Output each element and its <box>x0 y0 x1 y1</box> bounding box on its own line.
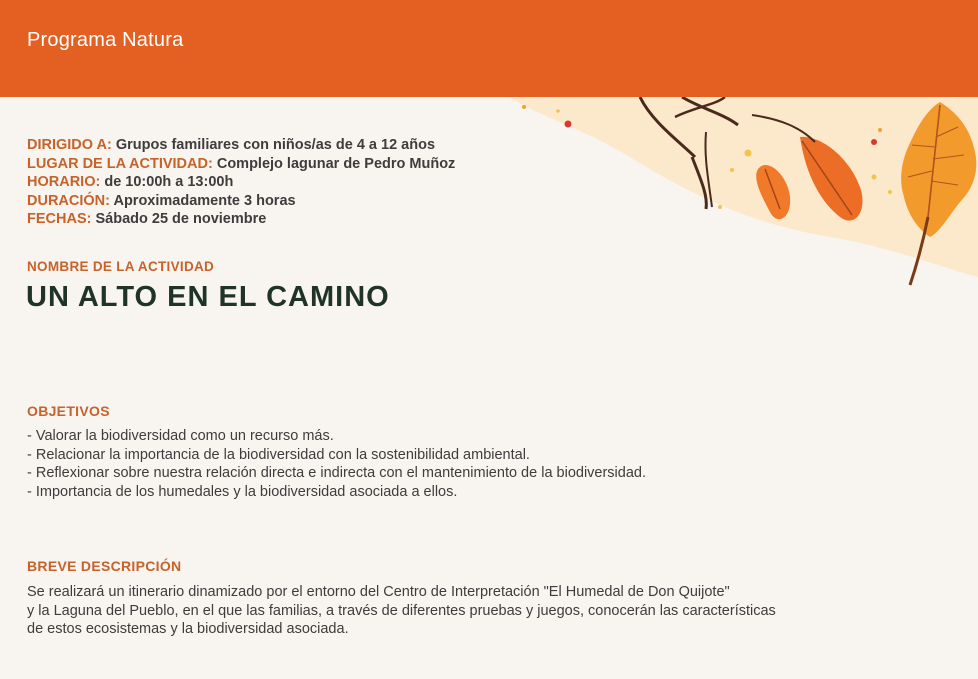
info-row-dirigido <box>27 136 455 155</box>
activity-title: UN ALTO EN EL CAMINO <box>26 281 390 313</box>
activity-info <box>27 136 455 229</box>
objectives-list <box>27 427 646 501</box>
objective-item: - Reflexionar sobre nuestra relación directa e indirecta con el mantenimiento de la biodiversidad. <box>27 465 647 482</box>
description-line: Se realizará un itinerario dinamizado por el entorno del Centro de Interpretación "El Humedal de Don Quijote" <box>27 584 730 600</box>
info-label: DIRIGIDO A: <box>27 137 112 153</box>
info-value: Complejo lagunar de Pedro Muñoz <box>216 155 456 172</box>
info-label: LUGAR DE LA ACTIVIDAD: <box>27 155 213 172</box>
info-label: DURACIÓN: <box>27 192 110 209</box>
info-value: de 10:00h a 13:00h <box>104 174 234 191</box>
info-value: Grupos familiares con niños/as de 4 a 12 años <box>115 137 436 153</box>
page-header <box>0 0 978 97</box>
objective-item: - Valorar la biodiversidad como un recurso más. <box>27 428 334 444</box>
objective-item: - Relacionar la importancia de la biodiversidad con la sostenibilidad ambiental. <box>27 446 530 463</box>
program-title: Programa Natura <box>27 29 184 51</box>
autumn-leaves-decoration <box>470 97 978 297</box>
objective-item: - Importancia de los humedales y la biodiversidad asociada a ellos. <box>27 483 458 500</box>
description-line: de estos ecosistemas y la biodiversidad asociada. <box>27 621 349 638</box>
description-line: y la Laguna del Pueblo, en el que las familias, a través de diferentes pruebas y juegos, conocerán las características <box>27 602 776 619</box>
info-value: Aproximadamente 3 horas <box>113 192 296 209</box>
info-label: FECHAS: <box>27 211 92 228</box>
description-text <box>27 583 927 639</box>
info-row-fechas <box>27 210 455 229</box>
objectives-heading: OBJETIVOS <box>27 403 110 419</box>
info-label: HORARIO: <box>27 174 101 191</box>
description-heading: BREVE DESCRIPCIÓN <box>27 558 182 574</box>
info-row-horario <box>27 173 455 192</box>
info-row-duracion <box>27 192 455 211</box>
activity-name-label: NOMBRE DE LA ACTIVIDAD <box>27 259 215 274</box>
info-value: Sábado 25 de noviembre <box>95 211 267 228</box>
info-row-lugar <box>27 155 455 174</box>
